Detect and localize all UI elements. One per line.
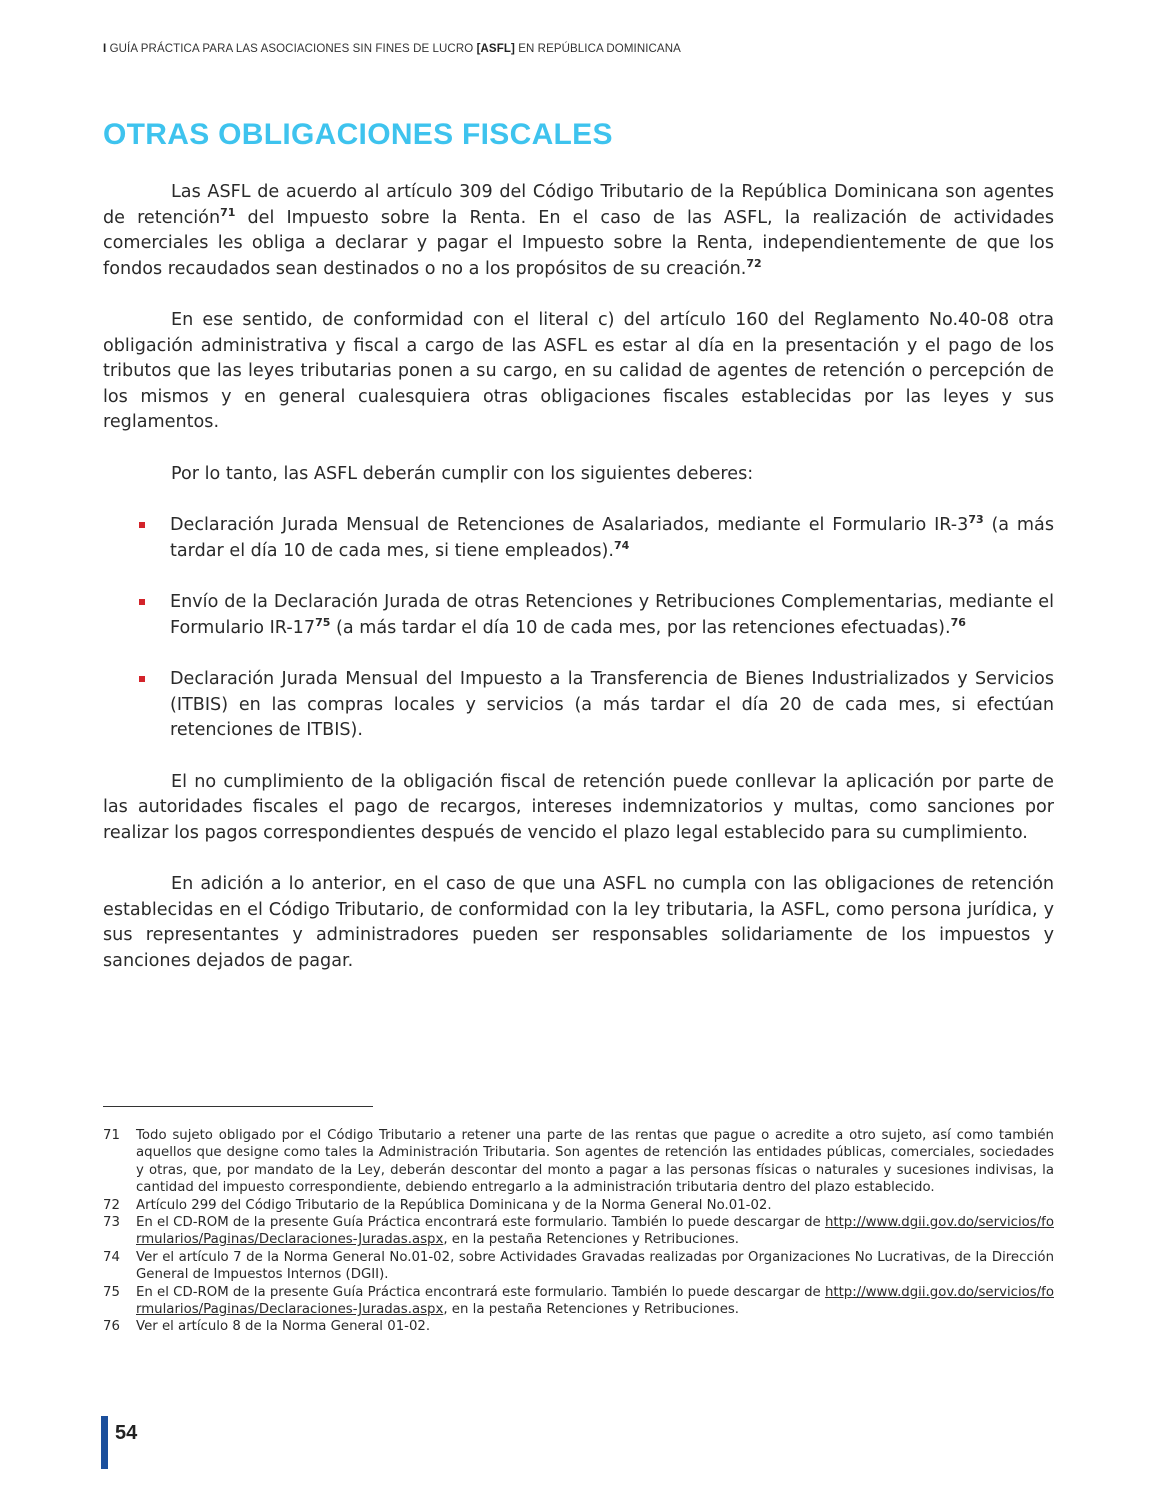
text: Declaración Jurada Mensual de Retenciones de Asalariados, mediante el Formulario IR-3 (170, 515, 969, 535)
footnote-text: Todo sujeto obligado por el Código Tributario a retener una parte de las rentas que pague o acredite a otro sujeto, así como también aquellos que designe como tales la Administración Tributaria. Son agentes de retención las entidades públicas, comerciales, sociedades y otras, que, por mandato de la Ley, deberán descontar del monto a pagar a las personas físicas o naturales y sucesiones indivisas, la cantidad del impuesto correspondiente, debiendo entregarlo a la administración tributaria dentro del plazo establecido. (136, 1128, 1054, 1196)
footnote (103, 1284, 1054, 1319)
footnote (103, 1197, 1054, 1214)
header-text-end: EN REPÚBLICA DOMINICANA (518, 43, 681, 55)
duties-list (103, 513, 1054, 744)
text: Las ASFL de acuerdo al artículo 309 del Código Tributario de la República Dominicana son agentes de retención (103, 182, 1054, 228)
list-item (103, 590, 1054, 641)
footnote (103, 1318, 1054, 1335)
footnote-ref[interactable]: 73 (968, 513, 984, 527)
header-marker: I (103, 43, 107, 55)
footnote-number: 73 (103, 1215, 120, 1231)
page-number: 54 (115, 1422, 138, 1444)
text: Envío de la Declaración Jurada de otras Retenciones y Retribuciones Complementarias, mediante el Formulario IR-17 (170, 592, 1054, 638)
page-number-bar (101, 1416, 108, 1469)
footnote-text: Ver el artículo 7 de la Norma General No.01-02, sobre Actividades Gravadas realizadas por Organizaciones No Lucrativas, de la Dirección General de Impuestos Internos (DGII). (136, 1249, 1054, 1283)
paragraph-2: En ese sentido, de conformidad con el literal c) del artículo 160 del Reglamento No.40-08 otra obligación administrativa y fiscal a cargo de las ASFL es estar al día en la presentación y el pago de los tributos que las leyes tributarias ponen a su cargo, en su calidad de agentes de retención o percepción de los mismos y en general cualesquiera otras obligaciones fiscales establecidas por las leyes y sus reglamentos. (103, 310, 1054, 432)
paragraph-1 (103, 180, 1054, 282)
body-text (103, 180, 1054, 1000)
running-header (103, 43, 681, 55)
section-title: OTRAS OBLIGACIONES FISCALES (103, 118, 613, 151)
header-text: GUÍA PRÁCTICA PARA LAS ASOCIACIONES SIN FINES DE LUCRO (109, 43, 474, 55)
footnote-number: 75 (103, 1284, 120, 1300)
footnote-number: 74 (103, 1249, 120, 1265)
footnote (103, 1214, 1054, 1249)
footnote-number: 72 (103, 1197, 120, 1213)
footnote-ref[interactable]: 76 (950, 615, 966, 629)
footnote-number: 76 (103, 1319, 120, 1335)
footnotes (103, 1127, 1054, 1336)
footnote-text: Ver el artículo 8 de la Norma General 01-02. (136, 1319, 431, 1335)
bullet-icon (139, 522, 145, 528)
footnote-ref[interactable]: 71 (220, 205, 236, 219)
text: Declaración Jurada Mensual del Impuesto a la Transferencia de Bienes Industrializados y Servicios (ITBIS) en las compras locales y servicios (a más tardar el día 20 de cada mes, si efectúan retenciones de ITBIS). (170, 669, 1054, 740)
list-item (103, 513, 1054, 564)
text: (a más tardar el día 10 de cada mes, por las retenciones efectuadas). (330, 617, 951, 638)
paragraph-4: El no cumplimiento de la obligación fiscal de retención puede conllevar la aplicación por parte de las autoridades fiscales el pago de recargos, intereses indemnizatorios y multas, como sanciones por realizar los pagos correspondientes después de vencido el plazo legal establecido para su cumplimiento. (103, 771, 1054, 843)
bullet-icon (139, 599, 145, 605)
footnote-ref[interactable]: 75 (315, 615, 331, 629)
footnote-divider (103, 1106, 373, 1107)
footnote-ref[interactable]: 72 (746, 256, 762, 270)
footnote-text: , en la pestaña Retenciones y Retribuciones. (443, 1232, 740, 1248)
footnote (103, 1127, 1054, 1197)
footnote-link[interactable]: http://www.dgii.gov.do/servicios/formularios/Paginas/Declaraciones-Juradas.aspx (136, 1215, 1054, 1248)
text: del Impuesto sobre la Renta. En el caso de las ASFL, la realización de actividades comerciales les obliga a declarar y pagar el Impuesto sobre la Renta, independientemente de que los fondos recaudados sean destinados o no a los propósitos de su creación. (103, 207, 1054, 279)
footnote-text: , en la pestaña Retenciones y Retribuciones. (443, 1302, 740, 1318)
list-item (103, 667, 1054, 744)
paragraph-5: En adición a lo anterior, en el caso de que una ASFL no cumpla con las obligaciones de retención establecidas en el Código Tributario, de conformidad con la ley tributaria, la ASFL, como persona jurídica, y sus representantes y administradores pueden ser responsables solidariamente de los impuestos y sanciones dejados de pagar. (103, 874, 1054, 971)
footnote-ref[interactable]: 74 (614, 538, 630, 552)
footnote-text: En el CD-ROM de la presente Guía Práctica encontrará este formulario. También lo puede descargar de (136, 1284, 825, 1300)
header-acronym: [ASFL] (476, 43, 515, 55)
paragraph-3: Por lo tanto, las ASFL deberán cumplir con los siguientes deberes: (171, 463, 754, 484)
footnote-number: 71 (103, 1128, 120, 1143)
bullet-icon (139, 676, 145, 682)
footnote-link[interactable]: http://www.dgii.gov.do/servicios/formularios/Paginas/Declaraciones-Juradas.aspx (136, 1284, 1054, 1318)
text: (a más tardar el día 10 de cada mes, si tiene empleados). (170, 515, 1054, 561)
footnote-text: Artículo 299 del Código Tributario de la República Dominicana y de la Norma General No.01-02. (136, 1197, 772, 1213)
footnote-text: En el CD-ROM de la presente Guía Práctica encontrará este formulario. También lo puede descargar de (136, 1215, 825, 1231)
footnote (103, 1249, 1054, 1284)
